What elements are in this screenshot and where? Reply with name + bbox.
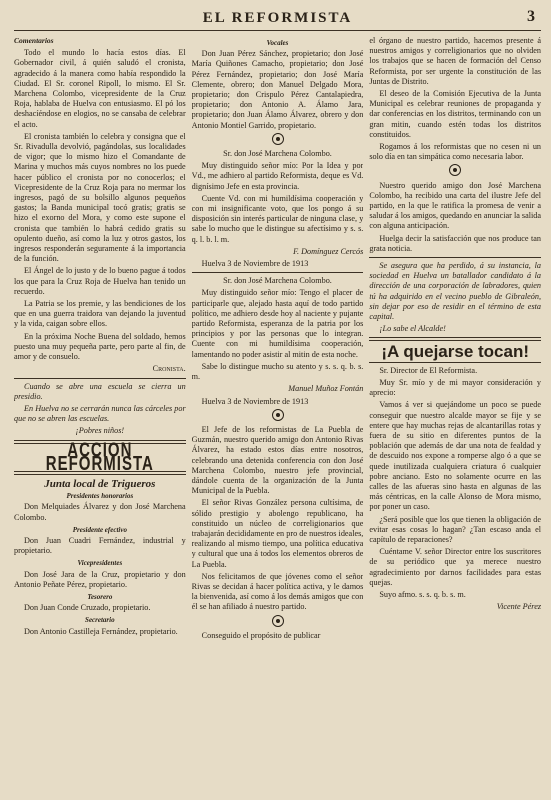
italic-paragraph: ¡Lo sabe el Alcalde! xyxy=(379,324,446,334)
paragraph: Muy distinguido señor mío: Tengo el placer de participarle que, alejado hasta aquí de todo partido político, me adhiero desde hoy al naciente y pujante partido Reformista, esperanza de la patria por los principios y por las personas que lo integran. Cuente con mi humildísima cooperación, lamentando no poder asistir al mitin de esta noche. xyxy=(191,288,364,359)
section-banner: ACCION REFORMISTA xyxy=(45,438,154,476)
page-number: 3 xyxy=(527,8,535,25)
italic-paragraph: Se asegura que ha perdido, á su instancia, la sociedad en Huelva un batallador candidato á la dirección de una corporación de labradores, quien tú ha adquirido en el vecino pueblo de Gibraleón, sin dejar por eso de residir en el término de esta capital. xyxy=(369,261,542,322)
member-entry: Don Melquiades Álvarez y don José Marchena Colombo. xyxy=(14,502,186,522)
ornament-icon xyxy=(192,133,364,147)
letter-signature: Vicente Pérez xyxy=(496,602,542,612)
role-heading: Presidente efectivo xyxy=(72,525,127,534)
paragraph: El Ángel de lo justo y de lo bueno pague á todos los que para la Cruz Roja de Huelva han tenido un recuerdo. xyxy=(14,266,186,296)
newspaper-title: EL REFORMISTA xyxy=(202,10,353,26)
paragraph: En la próxima Noche Buena del soldado, hemos puesto una muy pequeña parte, pero parte al fin, de amor y de consuelo. xyxy=(14,331,186,362)
paragraph: Todo el mundo lo hacía estos días. El Gobernador civil, á quién saludó el cronista, agradecido á la manera como había respondido la Ciudad. El Sr. coronel Ripoll, lo mismo. El Sr. Marchena Colombo, vicepresidente de la Cruz Roja, hablaba de Huelva con entusiasmo. El pó los deshacíéndose en elogios, no se cansaba de celebrar el acto. xyxy=(14,48,186,129)
role-heading-vocales: Vocales xyxy=(266,39,289,47)
letter-date: Huelva 3 de Noviembre de 1913 xyxy=(201,396,309,406)
member-entry: Don Juan Cuadri Fernández, industrial y propietario. xyxy=(14,535,186,556)
italic-paragraph: En Huelva no se cerrarán nunca las cárceles por que no se abren las escuelas. xyxy=(14,403,186,424)
role-heading: Presidentes honorarios xyxy=(66,492,134,501)
letter-salutation: Sr. don José Marchena Colombo. xyxy=(223,149,332,159)
paragraph: Vamos á ver si quejándome un poco se puede conseguir que nuestro alcalde mayor se fije y se entere que hay muchas rejas de alcantarillas rotas y fuera de su sitio en diferentes puntos de la población que además de dar una nota de fealdad y de descuido nos expone a romperse algo ó a que se quede inutilizada cualquiera criatura ó cualquier pobre anciano. Esto no solamente ocurre en las calles de las afueras sino hasta en algunas de las más céntricas, en la calle Alonso de Mora mismo, por poner un caso. xyxy=(369,400,542,512)
role-heading: Tesorero xyxy=(87,592,113,601)
paragraph: Rogamos á los reformistas que no cesen ni un solo día en tan simpática como necesaria labor. xyxy=(369,142,542,162)
member-entry: Don Juan Pérez Sánchez, propietario; don José María Quiñones Camacho, propietario; don José Pérez Fernández, propietario; don José María Clemente, obrero; don Manuel Delgado Mora, propietario; don Crispulo Pérez Cantalapiedra, propietario; don Antonio A. Álamo Jara, propietario; don Juan Álamo Álvarez, obrero y don Antonio Montiel Garrido, propietario. xyxy=(191,49,364,130)
paragraph: El Jefe de los reformistas de La Puebla de Guzmán, nuestro querido amigo don Antonio Rivas Álvarez, ha estado estos días entre nosotros, celebrando una detenida conferencia con don José Marchena Colombo, nuestro jefe provincial, dándole cuenta de la organización de la Junta Municipal de la Puebla. xyxy=(191,424,364,496)
paragraph: Sabe lo distingue mucho su atento y s. s. q. b. s. m. xyxy=(191,361,364,382)
paragraph: Muy distinguido señor mío: Por la Idea y por Vd., me adhiero al partido Reformista, deque es Vd. dignísimo Jefe en esta provincia. xyxy=(191,161,364,191)
ornament-icon xyxy=(192,409,364,423)
paragraph: Nuestro querido amigo don José Marchena Colombo, ha recibido una carta del ilustre Jefe del partido, en la que le ratifica la promesa de venir a saludar á los amigos, quedando en anunciar la salida con alguna anticipación. xyxy=(369,180,542,231)
letter-salutation: Sr. Director de El Reformista. xyxy=(379,365,478,375)
paragraph: ¿Será posible que los que tienen la obligación de evitar esas cosas lo hagan? ¿Tan escaso anda el capítulo de reparaciones? xyxy=(369,514,542,544)
member-entry: Don Antonio Castilleja Fernández, propietario. xyxy=(24,626,178,636)
paragraph: Nos felicitamos de que jóvenes como el señor Rivas se decidan á hacer política activa, y le damos la bienvenida, así como á los demás amigos que con él se han afiliado á nuestro partido. xyxy=(191,571,364,612)
paragraph: Huelga decir la satisfacción que nos produce tan grata noticia. xyxy=(369,233,542,253)
letter-signature: F. Domínguez Cercós xyxy=(293,246,364,256)
paragraph: Conseguido el propósito de publicar xyxy=(201,630,321,640)
divider xyxy=(14,378,186,379)
masthead xyxy=(14,8,541,31)
italic-paragraph: Cuando se abre una escuela se cierra un presidio. xyxy=(14,381,186,401)
member-entry: Don José Jara de la Cruz, propietario y don Antonio Peñate Pérez, propietario. xyxy=(14,569,186,589)
role-heading: Vicepresidentes xyxy=(77,559,123,568)
divider xyxy=(369,257,541,258)
column-2 xyxy=(192,36,364,800)
member-entry: Don Juan Conde Cruzado, propietario. xyxy=(24,603,151,613)
section-heading-comentarios: Comentarios xyxy=(14,36,54,45)
double-divider xyxy=(369,337,541,341)
letter-signature: Manuel Muñoz Fontán xyxy=(288,384,364,394)
paragraph: El señor Rivas González persona cultísima, de sólido prestigio y abolengo republicano, ha constituido un núcleo de correligionarios que trabajarán decididamente en pro de nuestros ideales, realizando al mismo tiempo, una política educativa y cultural que una á todos los elementos obreros de La Puebla. xyxy=(191,498,364,569)
signature-cronista: Cronista. xyxy=(152,364,186,374)
columns xyxy=(14,36,541,800)
divider xyxy=(369,362,541,363)
paragraph: El deseo de la Comisión Ejecutiva de la Junta Municipal es celebrar reuniones de propaganda y dar conferencias en los distritos, terminando con un gran mitin, cuando estén todas los distritos constituidos. xyxy=(369,89,542,139)
ornament-icon xyxy=(192,615,364,629)
paragraph: La Patria se los premie, y las bendiciones de los que en una guerra traidora van dejando la juventud y la vida, caigan sobre ellos. xyxy=(14,299,186,329)
paragraph: El cronista también lo celebra y consigna que el Sr. Rivadulla devolvió, pagándolas, sus localidades de vigor; que lo mismo hizo el Comandante de Marina y muchos más cuyos nombres no los puede hacer público el cronista por no conocerlos; el Vicepresidente de la Cruz Roja para no mermar los ingresos, pagó de su bolsillo algunos pequeños gastos; la Banda municipal tocó gratis; gratis se hizo el exorno del Mora, y como este supone el cronista que también lo habrá cedido gratis su opulento dueño, así como la luz y otros gastos, los ingresos responderán seguramente á la importancia de la función. xyxy=(14,131,186,264)
divider xyxy=(192,272,364,273)
paragraph: Cuente Vd. con mi humildísima cooperación y con mi insignificante voto, que los pongo á su disposición sin interés particular de ninguna clase, y sabe lo mucho que le distingue su afectísimo y s. s. q. l. b. l. m. xyxy=(191,193,364,244)
column-3 xyxy=(369,36,541,800)
headline: ¡A quejarse tocan! xyxy=(381,342,530,362)
letter-date: Huelva 3 de Noviembre de 1913 xyxy=(201,259,309,269)
column-1 xyxy=(14,36,186,800)
paragraph: Cuéntame V. señor Director entre los suscritores de su periódico que ya merece nuestro agradecimiento por darnos facilidades para estas quejas. xyxy=(369,547,542,587)
role-heading: Secretario xyxy=(85,616,115,625)
paragraph: Suyo afmo. s. s. q. b. s. m. xyxy=(379,589,466,599)
junta-heading: Junta local de Trigueros xyxy=(44,477,156,490)
paragraph: el órgano de nuestro partido, hacemos presente á nuestros amigos y correligionarios que no olviden los trabajos que se hacen de formación del Censo Reformista, por ser urgente la constitución de las Juntas de Distrito. xyxy=(369,36,542,86)
ornament-icon xyxy=(369,164,541,178)
letter-salutation: Sr. don José Marchena Colombo. xyxy=(223,276,332,286)
letter-salutation: Muy Sr. mío y de mi mayor consideración y aprecio: xyxy=(369,377,542,398)
italic-paragraph: ¡Pobres niños! xyxy=(75,426,125,436)
